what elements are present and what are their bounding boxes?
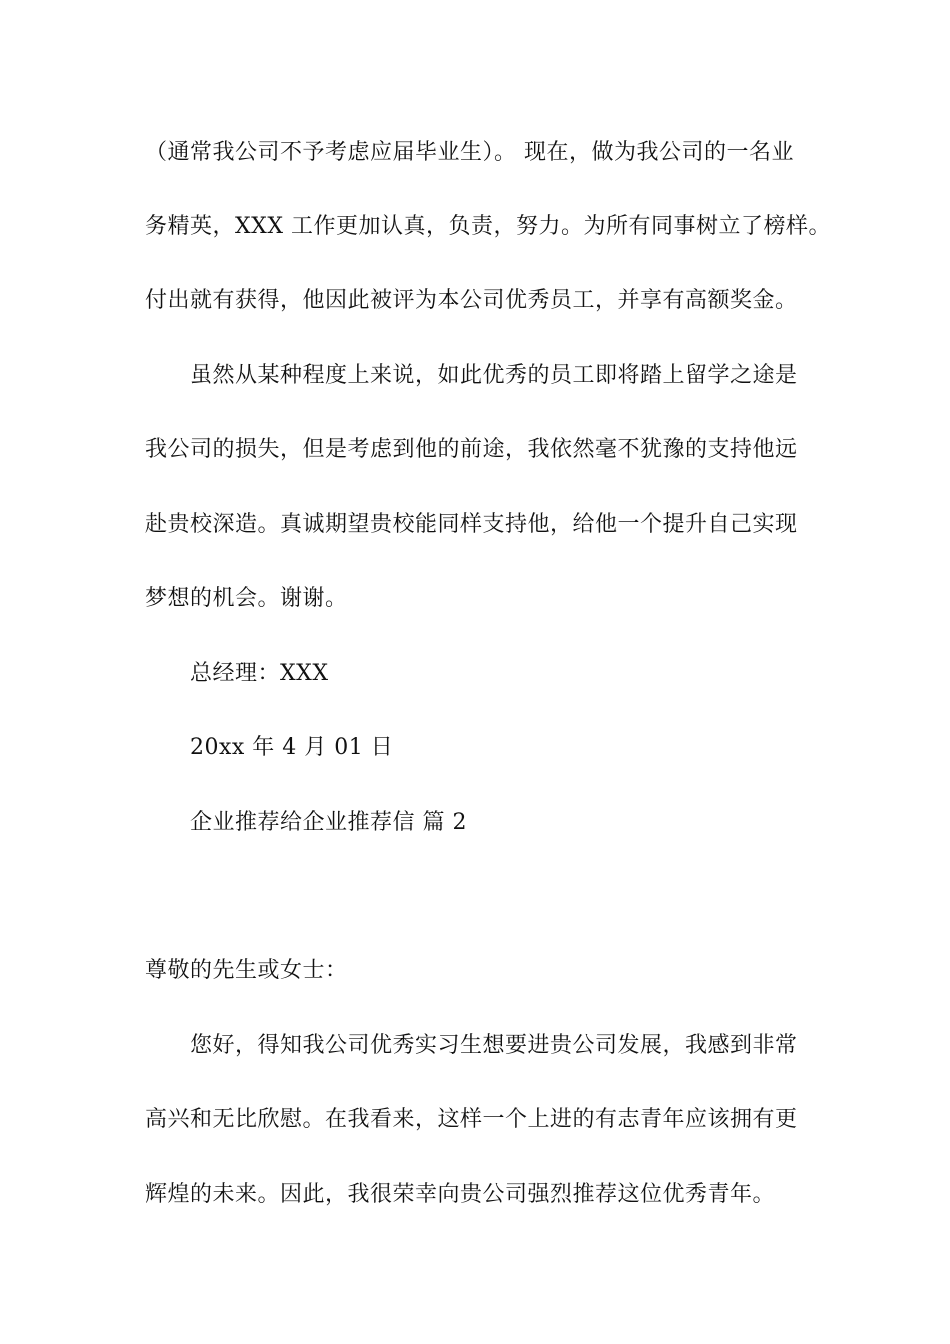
signature-title: 总经理：XXX bbox=[190, 661, 329, 686]
paragraph-line: 务精英，XXX 工作更加认真，负责，努力。为所有同事树立了榜样。 bbox=[145, 214, 831, 239]
paragraph-line: 您好，得知我公司优秀实习生想要进贵公司发展，我感到非常 bbox=[190, 1033, 798, 1058]
paragraph-line: 高兴和无比欣慰。在我看来，这样一个上进的有志青年应该拥有更 bbox=[145, 1107, 798, 1132]
section-heading: 企业推荐给企业推荐信 篇 2 bbox=[190, 810, 467, 835]
salutation: 尊敬的先生或女士： bbox=[145, 958, 348, 983]
paragraph-line: （通常我公司不予考虑应届毕业生）。 现在，做为我公司的一名业 bbox=[145, 140, 794, 165]
paragraph-line: 赴贵校深造。真诚期望贵校能同样支持他，给他一个提升自己实现 bbox=[145, 512, 798, 537]
paragraph-line: 付出就有获得，他因此被评为本公司优秀员工，并享有高额奖金。 bbox=[145, 288, 798, 313]
paragraph-line: 我公司的损失，但是考虑到他的前途，我依然毫不犹豫的支持他远 bbox=[145, 437, 798, 462]
paragraph-line: 虽然从某种程度上来说，如此优秀的员工即将踏上留学之途是 bbox=[190, 363, 798, 388]
paragraph-line: 梦想的机会。谢谢。 bbox=[145, 586, 348, 611]
paragraph-line: 辉煌的未来。因此，我很荣幸向贵公司强烈推荐这位优秀青年。 bbox=[145, 1182, 776, 1207]
letter-date: 20xx 年 4 月 01 日 bbox=[190, 735, 394, 760]
